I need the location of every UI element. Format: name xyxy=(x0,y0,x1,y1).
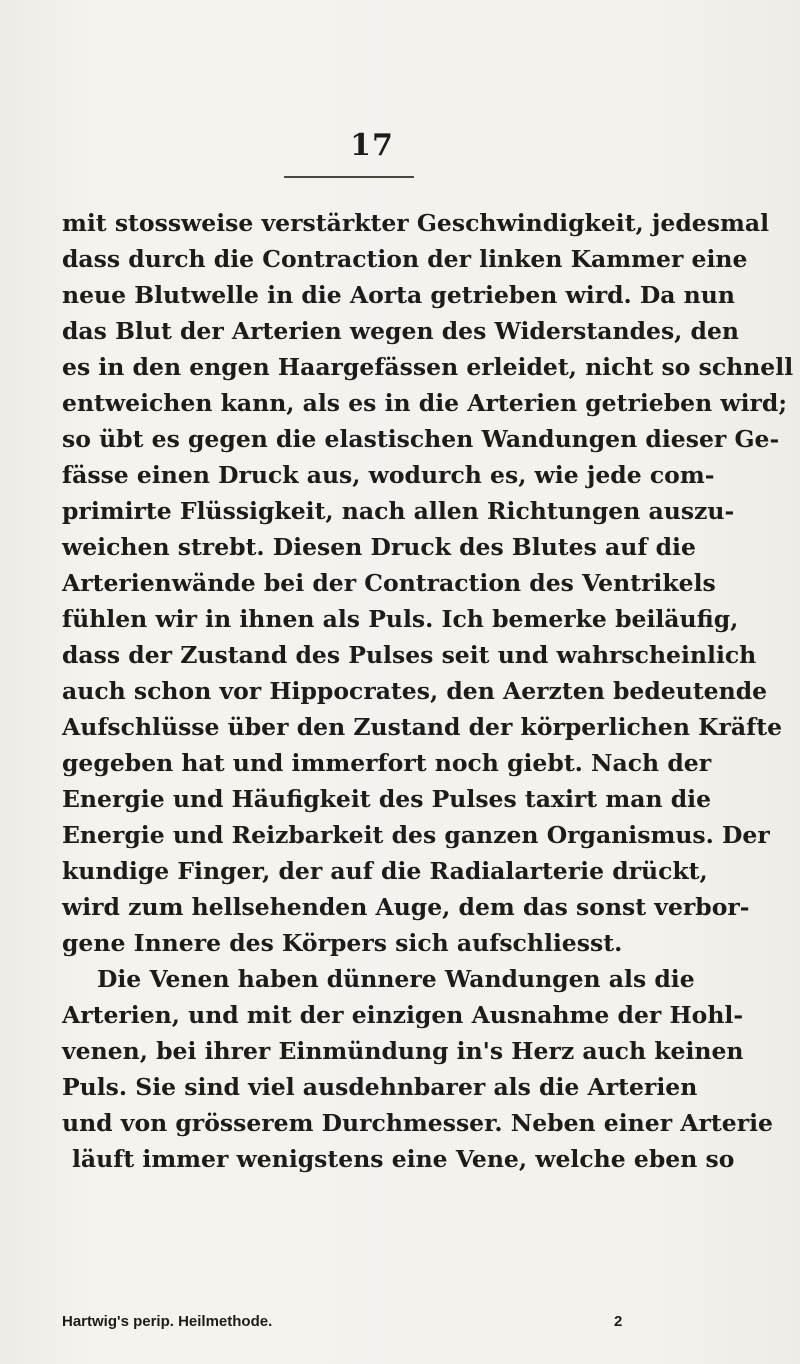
text-line: mit stossweise verstärkter Geschwindigkeit, jedesmal xyxy=(62,209,769,237)
text-line: weichen strebt. Diesen Druck des Blutes auf die xyxy=(62,533,696,561)
text-line: Aufschlüsse über den Zustand der körperlichen Kräfte xyxy=(62,713,783,741)
text-line: auch schon vor Hippocrates, den Aerzten bedeutende xyxy=(62,677,768,705)
text-line: gegeben hat und immerfort noch giebt. Nach der xyxy=(62,749,712,777)
sheet-mark: 2 xyxy=(614,1313,623,1330)
text-line: primirte Flüssigkeit, nach allen Richtungen auszu- xyxy=(62,497,735,525)
text-line: dass durch die Contraction der linken Kammer eine xyxy=(62,245,748,273)
text-line: so übt es gegen die elastischen Wandungen dieser Ge- xyxy=(62,425,780,453)
text-line: Puls. Sie sind viel ausdehnbarer als die Arterien xyxy=(62,1073,698,1101)
signature-line: Hartwig's perip. Heilmethode. xyxy=(62,1313,273,1330)
text-line: entweichen kann, als es in die Arterien getrieben wird; xyxy=(62,389,788,417)
text-line: Die Venen haben dünnere Wandungen als die xyxy=(97,965,695,993)
header-rule xyxy=(284,176,414,178)
text-line: fässe einen Druck aus, wodurch es, wie jede com- xyxy=(62,461,715,489)
text-line: gene Innere des Körpers sich aufschliesst. xyxy=(62,929,623,957)
text-line: fühlen wir in ihnen als Puls. Ich bemerke beiläufig, xyxy=(62,605,739,633)
text-line: neue Blutwelle in die Aorta getrieben wird. Da nun xyxy=(62,281,735,309)
text-line: und von grösserem Durchmesser. Neben einer Arterie xyxy=(62,1109,773,1137)
text-line: kundige Finger, der auf die Radialarterie drückt, xyxy=(62,857,708,885)
text-line: läuft immer wenigstens eine Vene, welche eben so xyxy=(72,1145,735,1173)
text-line: dass der Zustand des Pulses seit und wahrscheinlich xyxy=(62,641,757,669)
text-line: es in den engen Haargefässen erleidet, nicht so schnell xyxy=(62,353,794,381)
text-line: Energie und Reizbarkeit des ganzen Organismus. Der xyxy=(62,821,770,849)
page-number: 17 xyxy=(350,128,394,163)
text-line: Arterien, und mit der einzigen Ausnahme der Hohl- xyxy=(62,1001,744,1029)
text-line: wird zum hellsehenden Auge, dem das sonst verbor- xyxy=(62,893,750,921)
text-line: Arterienwände bei der Contraction des Ventrikels xyxy=(62,569,716,597)
text-line: das Blut der Arterien wegen des Widerstandes, den xyxy=(62,317,740,345)
text-line: venen, bei ihrer Einmündung in's Herz auch keinen xyxy=(62,1037,744,1065)
text-line: Energie und Häufigkeit des Pulses taxirt man die xyxy=(62,785,712,813)
